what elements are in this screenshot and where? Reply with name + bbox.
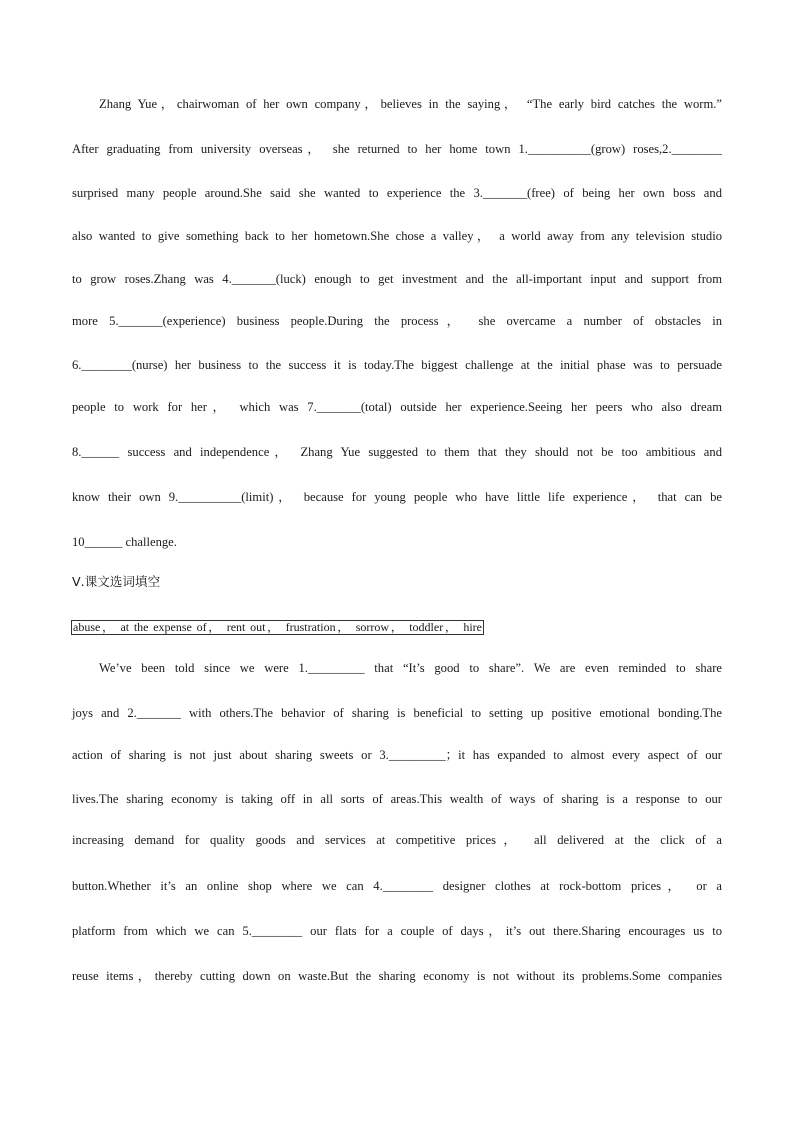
- passage-1-line: 10______ challenge.: [72, 535, 177, 549]
- passage-1-line: 8.______ success and independence， Zhang Yue suggested to them that they should not be too ambitious and: [72, 445, 722, 459]
- passage-1-line: surprised many people around.She said she wanted to experience the 3._______(free) of being her own boss and: [72, 186, 722, 200]
- section-heading: Ⅴ.课文选词填空: [72, 574, 161, 589]
- word-bank-box: abuse， at the expense of， rent out， frustration， sorrow， toddler， hire: [73, 620, 482, 634]
- passage-2-line: action of sharing is not just about sharing sweets or 3._________；it has expanded to almost every aspect of our: [72, 748, 722, 762]
- passage-2-line: button.Whether it’s an online shop where we can 4.________ designer clothes at rock-bottom prices， or a: [72, 879, 722, 893]
- passage-1-line: know their own 9.__________(limit)， because for young people who have little life experience， that can be: [72, 490, 722, 504]
- passage-2-line: platform from which we can 5.________ our flats for a couple of days，it’s out there.Sharing encourages us to: [72, 924, 722, 938]
- passage-1-line: also wanted to give something back to her hometown.She chose a valley， a world away from any television studio: [72, 229, 722, 243]
- passage-1-line: more 5._______(experience) business people.During the process， she overcame a number of obstacles in: [72, 314, 722, 328]
- passage-2-line: joys and 2._______ with others.The behavior of sharing is beneficial to setting up positive emotional bonding.The: [72, 706, 722, 720]
- passage-2-line: lives.The sharing economy is taking off in all sorts of areas.This wealth of ways of sharing is a response to our: [72, 792, 722, 806]
- passage-2-line: We’ve been told since we were 1._________ that “It’s good to share”. We are even reminded to share: [99, 661, 722, 675]
- passage-2-line: increasing demand for quality goods and services at competitive prices， all delivered at the click of a: [72, 833, 722, 847]
- passage-1-line: people to work for her， which was 7._______(total) outside her experience.Seeing her peers who also dream: [72, 400, 722, 414]
- passage-1-line: 6.________(nurse) her business to the success it is today.The biggest challenge at the initial phase was to persuade: [72, 358, 722, 372]
- passage-2-line: reuse items，thereby cutting down on waste.But the sharing economy is not without its problems.Some companies: [72, 969, 722, 983]
- passage-1-line: Zhang Yue，chairwoman of her own company，believes in the saying， “The early bird catches the worm.”: [99, 97, 722, 111]
- passage-1-line: After graduating from university overseas， she returned to her home town 1.__________(grow) roses,2.________: [72, 142, 722, 156]
- passage-1-line: to grow roses.Zhang was 4._______(luck) enough to get investment and the all-important input and support from: [72, 272, 722, 286]
